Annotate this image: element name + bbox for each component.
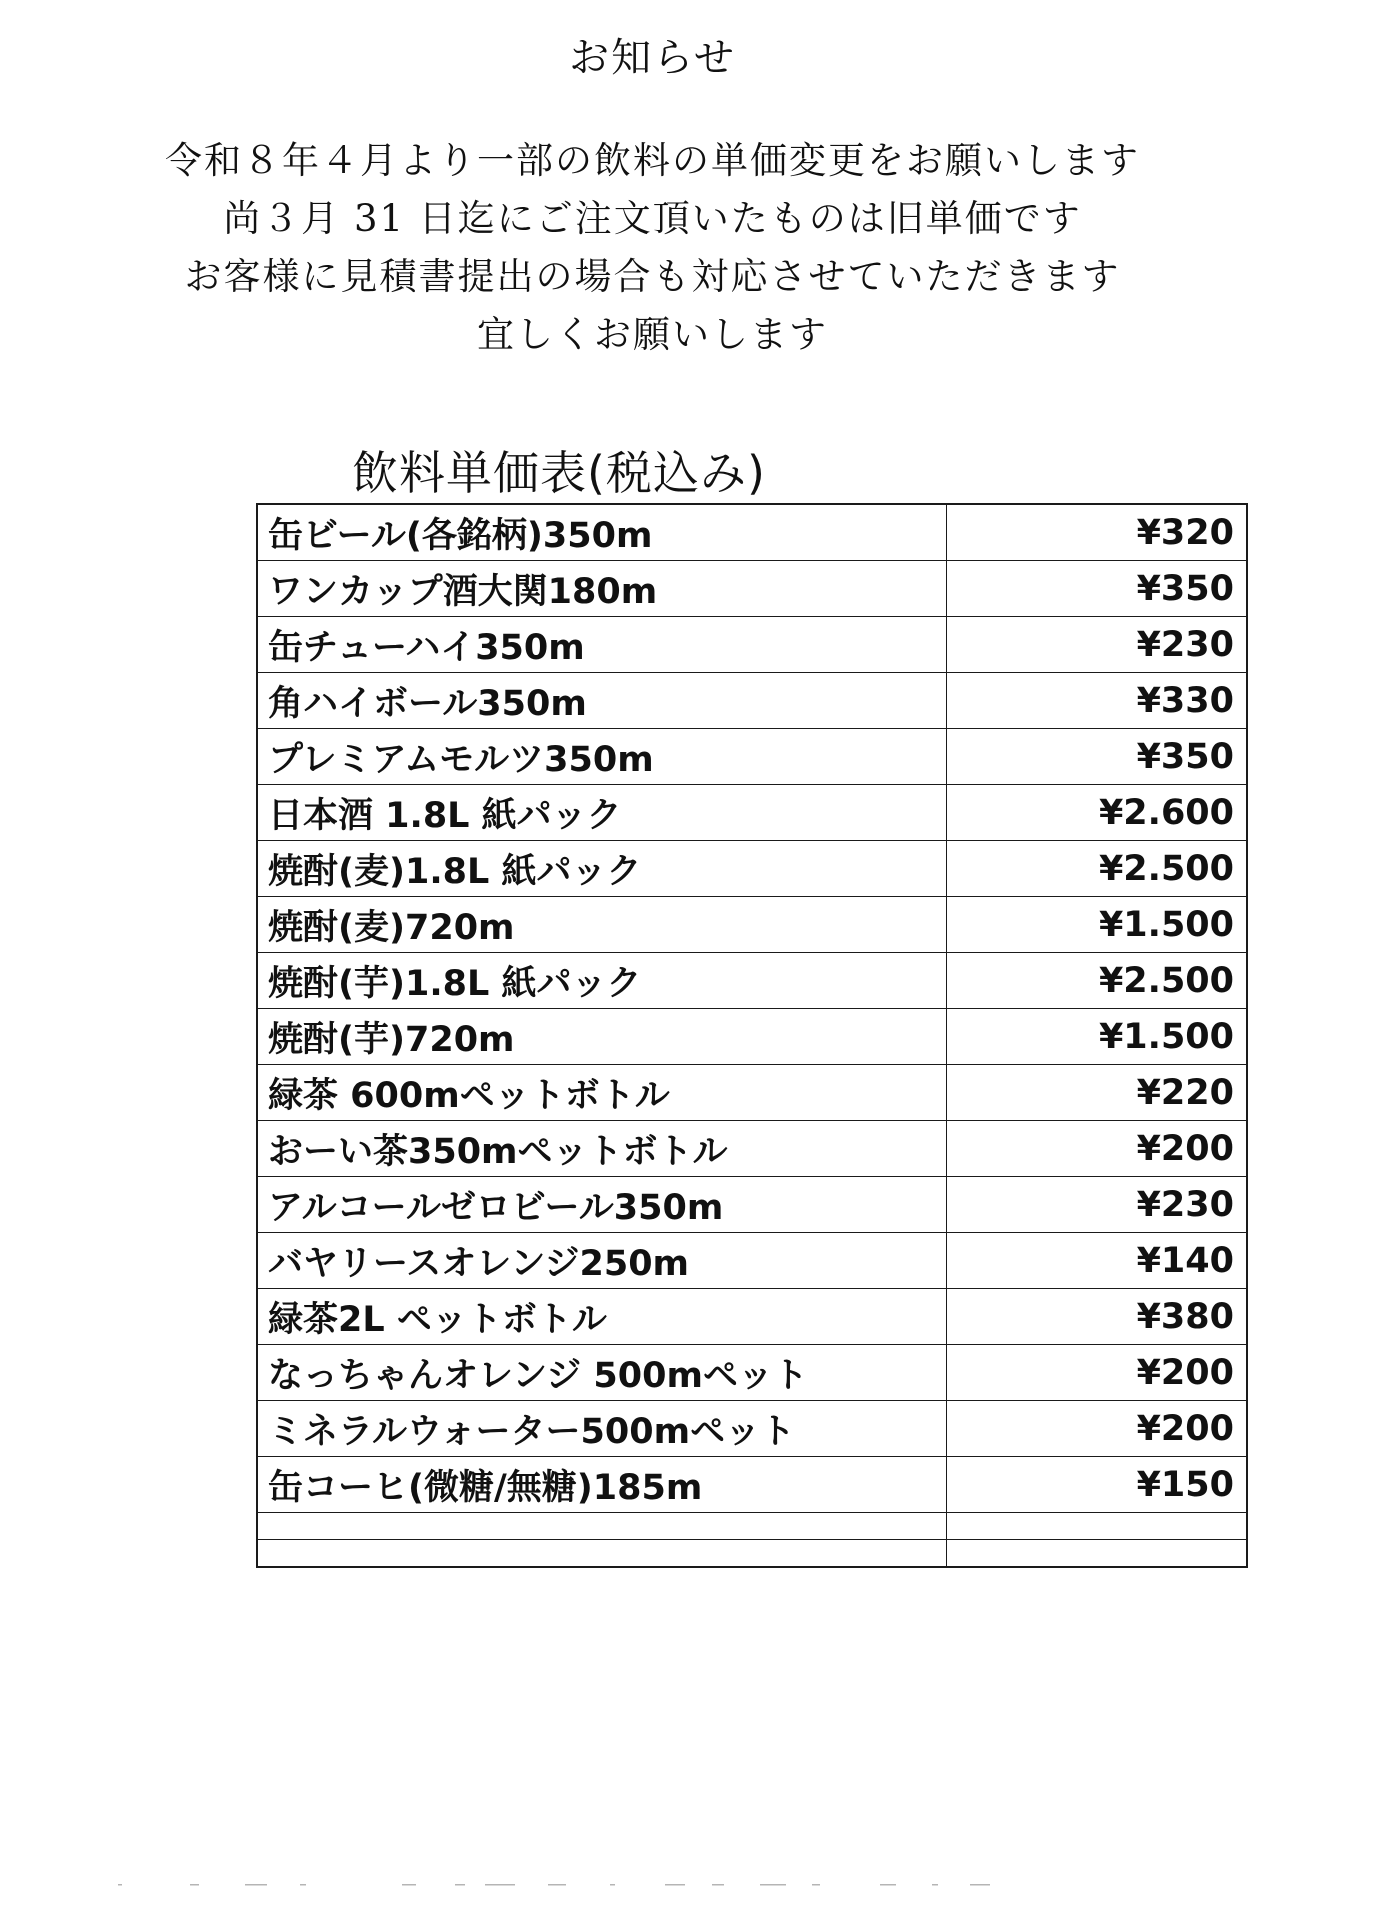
notice-line: 尚３月 31 日迄にご注文頂いたものは旧単価です: [223, 197, 1082, 240]
table-row: [257, 1345, 1247, 1401]
item-price: ¥220: [947, 1065, 1248, 1121]
item-price: ¥380: [947, 1289, 1248, 1345]
table-row: [257, 729, 1247, 785]
table-row: [257, 1401, 1247, 1457]
notice-line: 令和８年４月より一部の飲料の単価変更をお願いします: [165, 139, 1140, 182]
table-row: [257, 1457, 1247, 1513]
item-name: 緑茶2L ペットボトル: [257, 1289, 947, 1345]
table-row: [257, 673, 1247, 729]
item-name: プレミアムモルツ350m: [257, 729, 947, 785]
item-name: バヤリースオレンジ250m: [257, 1233, 947, 1289]
item-name: 角ハイボール350m: [257, 673, 947, 729]
table-caption: 飲料単価表(税込み): [352, 446, 766, 500]
item-price: [947, 1540, 1248, 1568]
item-name: 焼酎(麦)1.8L 紙パック: [257, 841, 947, 897]
item-price: ¥150: [947, 1457, 1248, 1513]
item-name: ワンカップ酒大関180m: [257, 561, 947, 617]
item-name: 缶ビール(各銘柄)350m: [257, 504, 947, 561]
price-table: [256, 503, 1248, 1568]
table-row: [257, 953, 1247, 1009]
table-row: [257, 1121, 1247, 1177]
item-name: [257, 1513, 947, 1540]
item-price: ¥350: [947, 729, 1248, 785]
table-row: [257, 841, 1247, 897]
table-row-empty: [257, 1513, 1247, 1540]
table-row: [257, 561, 1247, 617]
table-row: [257, 617, 1247, 673]
item-name: おーい茶350mペットボトル: [257, 1121, 947, 1177]
table-row-empty: [257, 1540, 1247, 1568]
table-row: [257, 504, 1247, 561]
item-name: 焼酎(芋)1.8L 紙パック: [257, 953, 947, 1009]
table-row: [257, 1177, 1247, 1233]
table-row: [257, 1289, 1247, 1345]
item-price: ¥230: [947, 617, 1248, 673]
item-name: 缶チューハイ350m: [257, 617, 947, 673]
table-row: [257, 1233, 1247, 1289]
item-price: ¥140: [947, 1233, 1248, 1289]
item-price: ¥350: [947, 561, 1248, 617]
item-name: ミネラルウォーター500mペット: [257, 1401, 947, 1457]
table-row: [257, 897, 1247, 953]
item-price: ¥200: [947, 1401, 1248, 1457]
item-price: ¥2.500: [947, 953, 1248, 1009]
table-row: [257, 785, 1247, 841]
notice-line: お客様に見積書提出の場合も対応させていただきます: [184, 255, 1121, 298]
notice-line: 宜しくお願いします: [477, 313, 828, 356]
item-price: ¥330: [947, 673, 1248, 729]
item-price: ¥2.600: [947, 785, 1248, 841]
item-name: 焼酎(芋)720m: [257, 1009, 947, 1065]
item-name: 日本酒 1.8L 紙パック: [257, 785, 947, 841]
item-price: ¥200: [947, 1345, 1248, 1401]
item-price: ¥320: [947, 504, 1248, 561]
item-price: ¥200: [947, 1121, 1248, 1177]
table-row: [257, 1009, 1247, 1065]
notice-title: お知らせ: [569, 35, 736, 81]
item-name: 緑茶 600mペットボトル: [257, 1065, 947, 1121]
item-name: アルコールゼロビール350m: [257, 1177, 947, 1233]
item-price: ¥1.500: [947, 1009, 1248, 1065]
item-name: なっちゃんオレンジ 500mペット: [257, 1345, 947, 1401]
notice-body: [0, 132, 1305, 364]
item-price: ¥230: [947, 1177, 1248, 1233]
item-name: 焼酎(麦)720m: [257, 897, 947, 953]
item-name: [257, 1540, 947, 1568]
item-price: [947, 1513, 1248, 1540]
item-price: ¥1.500: [947, 897, 1248, 953]
item-name: 缶コーヒ(微糖/無糖)185m: [257, 1457, 947, 1513]
item-price: ¥2.500: [947, 841, 1248, 897]
scan-specks: [0, 1880, 1395, 1890]
table-row: [257, 1065, 1247, 1121]
